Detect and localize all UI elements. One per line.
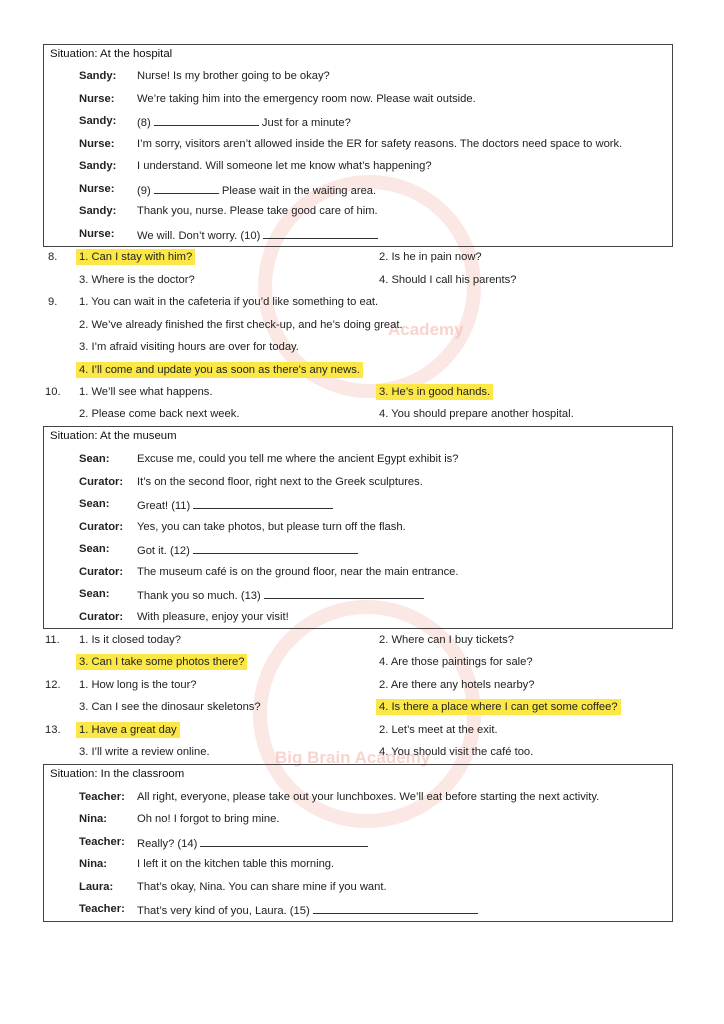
option-9-4[interactable]: 4. I’ll come and update you as soon as there’s any news.	[79, 364, 363, 380]
blank-number: That’s very kind of you, Laura. (15)	[137, 905, 310, 917]
utterance: Oh no! I forgot to bring mine.	[137, 813, 280, 825]
utterance: With pleasure, enjoy your visit!	[137, 611, 289, 623]
option-10-3[interactable]: 3. He’s in good hands.	[379, 386, 493, 402]
speaker: Curator:	[79, 476, 124, 488]
answer-blank-8[interactable]	[154, 115, 259, 126]
dialogue-line	[44, 183, 672, 199]
blank-number: (9)	[137, 185, 151, 197]
option-13-1[interactable]: 1. Have a great day	[79, 724, 180, 740]
blank-number: We will. Don’t worry. (10)	[137, 230, 261, 242]
speaker: Teacher:	[79, 791, 125, 803]
option-10-1[interactable]: 1. We’ll see what happens.	[79, 386, 213, 398]
situation-classroom	[43, 764, 673, 922]
option-12-3[interactable]: 3. Can I see the dinosaur skeletons?	[79, 701, 261, 713]
situation-title: Situation: At the hospital	[50, 48, 173, 60]
utterance: The museum café is on the ground floor, near the main entrance.	[137, 566, 459, 578]
option-10-4[interactable]: 4. You should prepare another hospital.	[379, 408, 574, 420]
answer-blank-10[interactable]	[263, 228, 378, 239]
dialogue-line	[44, 228, 672, 244]
speaker: Laura:	[79, 881, 114, 893]
blank-number: Really? (14)	[137, 838, 198, 850]
option-12-1[interactable]: 1. How long is the tour?	[79, 679, 197, 691]
question-number: 12.	[45, 679, 61, 691]
dialogue-line	[44, 858, 672, 874]
dialogue-line	[44, 138, 672, 154]
utterance: I left it on the kitchen table this morning.	[137, 858, 335, 870]
option-8-3[interactable]: 3. Where is the doctor?	[79, 274, 195, 286]
speaker: Sandy:	[79, 205, 117, 217]
speaker: Teacher:	[79, 836, 125, 848]
speaker: Sean:	[79, 453, 110, 465]
utterance: That’s okay, Nina. You can share mine if you want.	[137, 881, 387, 893]
speaker: Curator:	[79, 521, 124, 533]
dialogue-line	[44, 566, 672, 582]
watermark-text-bottom: Big Brain Academy	[275, 748, 431, 767]
speaker: Nina:	[79, 858, 107, 870]
speaker: Sean:	[79, 498, 110, 510]
utterance: Excuse me, could you tell me where the ancient Egypt exhibit is?	[137, 453, 459, 465]
watermark-text-top: Academy	[388, 320, 464, 339]
situation-title: Situation: In the classroom	[50, 768, 185, 780]
dialogue-line	[44, 93, 672, 109]
dialogue-line	[44, 115, 672, 131]
speaker: Sandy:	[79, 160, 117, 172]
question-number: 11.	[45, 634, 60, 646]
situation-hospital	[43, 44, 673, 247]
speaker: Nurse:	[79, 93, 115, 105]
speaker: Teacher:	[79, 903, 125, 915]
blank-number: Great! (11)	[137, 500, 191, 512]
utterance: We’re taking him into the emergency room now. Please wait outside.	[137, 93, 476, 105]
answer-blank-9[interactable]	[154, 183, 219, 194]
dialogue-line	[44, 543, 672, 559]
utterance: Nurse! Is my brother going to be okay?	[137, 70, 330, 82]
answer-blank-11[interactable]	[193, 498, 333, 509]
option-9-3[interactable]: 3. I’m afraid visiting hours are over for today.	[79, 341, 299, 353]
option-11-4[interactable]: 4. Are those paintings for sale?	[379, 656, 533, 668]
speaker: Curator:	[79, 566, 124, 578]
speaker: Nurse:	[79, 138, 115, 150]
speaker: Sandy:	[79, 115, 117, 127]
utterance-rest: Please wait in the waiting area.	[221, 185, 377, 197]
option-11-2[interactable]: 2. Where can I buy tickets?	[379, 634, 514, 646]
dialogue-line	[44, 521, 672, 537]
option-13-3[interactable]: 3. I’ll write a review online.	[79, 746, 210, 758]
utterance: All right, everyone, please take out your lunchboxes. We’ll eat before starting the next activity.	[137, 791, 600, 803]
blank-number: Got it. (12)	[137, 545, 190, 557]
speaker: Nurse:	[79, 183, 115, 195]
question-number: 8.	[48, 251, 58, 263]
option-9-2[interactable]: 2. We’ve already finished the first check-up, and he’s doing great.	[79, 319, 403, 331]
speaker: Nina:	[79, 813, 107, 825]
dialogue-line	[44, 611, 672, 627]
dialogue-line	[44, 881, 672, 897]
answer-blank-12[interactable]	[193, 543, 358, 554]
dialogue-line	[44, 70, 672, 86]
dialogue-line	[44, 791, 672, 807]
option-13-4[interactable]: 4. You should visit the café too.	[379, 746, 534, 758]
dialogue-line	[44, 836, 672, 852]
option-13-2[interactable]: 2. Let’s meet at the exit.	[379, 724, 498, 736]
option-10-2[interactable]: 2. Please come back next week.	[79, 408, 240, 420]
question-number: 10.	[45, 386, 61, 398]
dialogue-line	[44, 453, 672, 469]
dialogue-line	[44, 160, 672, 176]
speaker: Nurse:	[79, 228, 115, 240]
utterance: I understand. Will someone let me know what’s happening?	[137, 160, 432, 172]
option-8-2[interactable]: 2. Is he in pain now?	[379, 251, 482, 263]
speaker: Sean:	[79, 588, 110, 600]
dialogue-line	[44, 205, 672, 221]
option-8-4[interactable]: 4. Should I call his parents?	[379, 274, 517, 286]
answer-blank-13[interactable]	[264, 588, 424, 599]
answer-blank-14[interactable]	[200, 836, 368, 847]
speaker: Curator:	[79, 611, 124, 623]
dialogue-line	[44, 476, 672, 492]
option-11-3[interactable]: 3. Can I take some photos there?	[79, 656, 247, 672]
option-12-2[interactable]: 2. Are there any hotels nearby?	[379, 679, 535, 691]
situation-title: Situation: At the museum	[50, 430, 177, 442]
question-number: 9.	[48, 296, 58, 308]
dialogue-line	[44, 588, 672, 604]
dialogue-line	[44, 498, 672, 514]
speaker: Sean:	[79, 543, 110, 555]
option-8-1[interactable]: 1. Can I stay with him?	[79, 251, 195, 267]
utterance: Thank you, nurse. Please take good care of him.	[137, 205, 378, 217]
option-11-1[interactable]: 1. Is it closed today?	[79, 634, 181, 646]
dialogue-line	[44, 903, 672, 919]
answer-blank-15[interactable]	[313, 903, 478, 914]
question-number: 13.	[45, 724, 61, 736]
situation-museum	[43, 426, 673, 629]
utterance: Yes, you can take photos, but please turn off the flash.	[137, 521, 406, 533]
utterance: It’s on the second floor, right next to the Greek sculptures.	[137, 476, 423, 488]
dialogue-line	[44, 813, 672, 829]
utterance-rest: Just for a minute?	[261, 117, 351, 129]
option-12-4[interactable]: 4. Is there a place where I can get some coffee?	[379, 701, 621, 717]
blank-number: Thank you so much. (13)	[137, 590, 261, 602]
speaker: Sandy:	[79, 70, 117, 82]
utterance: I’m sorry, visitors aren’t allowed inside the ER for safety reasons. The doctors need space to work.	[137, 138, 623, 150]
option-9-1[interactable]: 1. You can wait in the cafeteria if you’d like something to eat.	[79, 296, 379, 308]
blank-number: (8)	[137, 117, 151, 129]
